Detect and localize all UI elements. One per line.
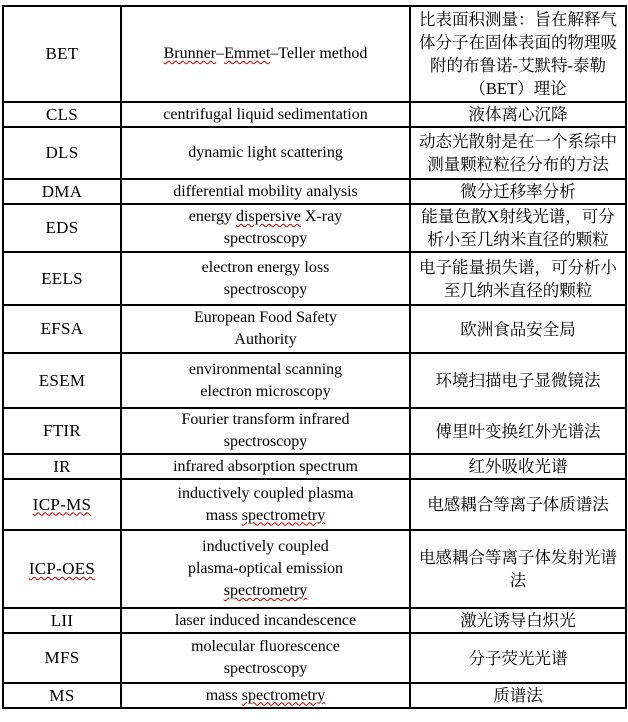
table-row [3, 204, 626, 252]
english-name-cell [121, 633, 410, 683]
english-name-cell [121, 102, 410, 127]
abbreviation-cell [3, 530, 121, 608]
english-line [125, 505, 406, 527]
english-name-cell [121, 252, 410, 305]
english-line [125, 610, 406, 632]
table-row [3, 127, 626, 179]
text-segment: Authority [234, 331, 297, 348]
chinese-text: 能量色散X射线光谱，可分析小至几纳米直径的颗粒 [421, 207, 615, 249]
text-segment: environmental scanning [188, 360, 343, 378]
text-segment: electron energy loss [201, 258, 330, 276]
english-line [125, 104, 406, 126]
text-segment: energy [188, 208, 237, 225]
table-row [3, 683, 626, 708]
chinese-translation-cell [410, 479, 626, 530]
table-row [3, 530, 626, 608]
abbreviation-cell [3, 127, 121, 179]
english-line [125, 381, 406, 403]
chinese-text: 电感耦合等离子体发射光谱法 [419, 548, 617, 590]
chinese-translation-cell [410, 204, 626, 252]
table-row [3, 633, 626, 683]
chinese-text: 红外吸收光谱 [468, 457, 568, 476]
text-segment: EELS [41, 268, 83, 288]
english-name-cell [121, 454, 410, 479]
text-segment: centrifugal liquid sedimentation [163, 105, 368, 123]
text-segment: Fourier transform infrared [181, 411, 350, 428]
english-line [125, 279, 406, 301]
chinese-translation-cell [410, 608, 626, 633]
misspelled-text-segment: spectrometry [223, 582, 308, 599]
english-name-cell [121, 6, 410, 102]
english-line [125, 142, 406, 164]
text-segment: – [216, 45, 225, 62]
table-row [3, 479, 626, 530]
chinese-translation-cell [410, 305, 626, 353]
english-line [125, 307, 406, 329]
text-segment: BET [45, 44, 79, 63]
misspelled-text-segment: Emmet [224, 45, 271, 62]
text-segment: FTIR [42, 421, 82, 440]
chinese-translation-cell [410, 6, 626, 102]
table-row [3, 353, 626, 408]
english-line [125, 359, 406, 381]
abbreviation-cell [3, 204, 121, 252]
chinese-text: 电子能量损失谱，可分析小至几纳米直径的颗粒 [419, 257, 617, 300]
misspelled-text-segment: spectrometry [241, 506, 326, 524]
english-line [125, 206, 406, 228]
english-line [125, 536, 406, 558]
english-line [125, 636, 406, 658]
english-line [125, 228, 406, 250]
text-segment: spectroscopy [223, 433, 308, 450]
text-segment: spectroscopy [223, 280, 308, 298]
english-name-cell [121, 608, 410, 633]
abbreviation-cell [3, 479, 121, 530]
chinese-text: 动态光散射是在一个系综中测量颗粒粒径分布的方法 [419, 132, 617, 174]
misspelled-text-segment: ICP-MS [32, 494, 92, 514]
chinese-text: 微分迁移率分析 [460, 182, 576, 201]
text-segment: DMA [41, 181, 83, 201]
text-segment: spectroscopy [223, 230, 308, 247]
chinese-translation-cell [410, 633, 626, 683]
abbreviation-cell [3, 252, 121, 305]
text-segment: DLS [45, 143, 79, 162]
text-segment: laser induced incandescence [174, 611, 357, 629]
text-segment: EDS [45, 218, 79, 237]
text-segment: inductively coupled plasma [177, 484, 354, 502]
english-name-cell [121, 530, 410, 608]
text-segment: electron microscopy [200, 382, 331, 400]
chinese-text: 激光诱导白炽光 [460, 611, 576, 630]
text-segment: mass [205, 506, 242, 524]
abbreviation-cell [3, 608, 121, 633]
abbreviation-cell [3, 408, 121, 454]
english-name-cell [121, 305, 410, 353]
text-segment: MFS [44, 648, 80, 667]
english-name-cell [121, 683, 410, 708]
glossary-table-body [3, 6, 626, 708]
misspelled-text-segment: dispersive [236, 208, 301, 225]
chinese-text: 质谱法 [493, 686, 543, 705]
chinese-translation-cell [410, 179, 626, 204]
table-row [3, 608, 626, 633]
text-segment: X-ray [300, 208, 343, 225]
abbreviation-cell [3, 454, 121, 479]
english-name-cell [121, 179, 410, 204]
english-line [125, 329, 406, 351]
chinese-text: 液体离心沉降 [468, 105, 568, 124]
english-name-cell [121, 204, 410, 252]
text-segment: EFSA [40, 319, 84, 338]
text-segment: infrared absorption spectrum [173, 457, 358, 475]
table-row [3, 102, 626, 127]
text-segment: European Food Safety [193, 309, 338, 326]
english-line [125, 483, 406, 505]
table-row [3, 408, 626, 454]
text-segment: plasma-optical emission [187, 560, 344, 577]
abbreviation-cell [3, 6, 121, 102]
chinese-translation-cell [410, 353, 626, 408]
abbreviation-glossary-table [2, 5, 627, 709]
misspelled-text-segment: ICP-OES [28, 559, 96, 578]
english-line [125, 580, 406, 602]
table-row [3, 252, 626, 305]
english-line [125, 43, 406, 65]
text-segment: inductively coupled [202, 538, 329, 555]
text-segment: IR [53, 456, 71, 476]
text-segment: CLS [45, 104, 79, 124]
chinese-translation-cell [410, 102, 626, 127]
text-segment: LII [50, 610, 74, 630]
abbreviation-cell [3, 683, 121, 708]
english-line [125, 409, 406, 431]
text-segment: –Teller method [270, 45, 368, 62]
chinese-translation-cell [410, 683, 626, 708]
english-line [125, 257, 406, 279]
abbreviation-cell [3, 102, 121, 127]
text-segment: differential mobility analysis [173, 182, 358, 200]
text-segment: ESEM [38, 370, 86, 390]
english-line [125, 558, 406, 580]
english-name-cell [121, 408, 410, 454]
chinese-text: 环境扫描电子显微镜法 [435, 371, 601, 390]
english-line [125, 181, 406, 203]
english-name-cell [121, 353, 410, 408]
text-segment: spectroscopy [223, 660, 308, 677]
english-name-cell [121, 479, 410, 530]
english-line [125, 456, 406, 478]
abbreviation-cell [3, 179, 121, 204]
misspelled-text-segment: spectrometry [241, 686, 326, 704]
chinese-translation-cell [410, 127, 626, 179]
text-segment: MS [49, 685, 75, 705]
table-row [3, 454, 626, 479]
table-row [3, 305, 626, 353]
chinese-text: 分子荧光光谱 [468, 648, 568, 668]
english-name-cell [121, 127, 410, 179]
english-line [125, 658, 406, 680]
chinese-translation-cell [410, 454, 626, 479]
english-line [125, 685, 406, 707]
table-row [3, 6, 626, 102]
chinese-translation-cell [410, 530, 626, 608]
chinese-text: 电感耦合等离子体质谱法 [427, 495, 609, 514]
text-segment: mass [205, 686, 242, 704]
abbreviation-cell [3, 353, 121, 408]
table-row [3, 179, 626, 204]
english-line [125, 431, 406, 453]
chinese-translation-cell [410, 408, 626, 454]
chinese-text: 比表面积测量：旨在解释气体分子在固体表面的物理吸附的布鲁诺-艾默特-泰勒（BET）理论 [419, 10, 617, 98]
abbreviation-cell [3, 633, 121, 683]
chinese-text: 欧洲食品安全局 [460, 319, 576, 339]
abbreviation-cell [3, 305, 121, 353]
text-segment: molecular fluorescence [191, 638, 340, 655]
text-segment: dynamic light scattering [188, 144, 343, 161]
chinese-text: 傅里叶变换红外光谱法 [435, 421, 601, 441]
misspelled-text-segment: Brunner [163, 45, 217, 62]
chinese-translation-cell [410, 252, 626, 305]
